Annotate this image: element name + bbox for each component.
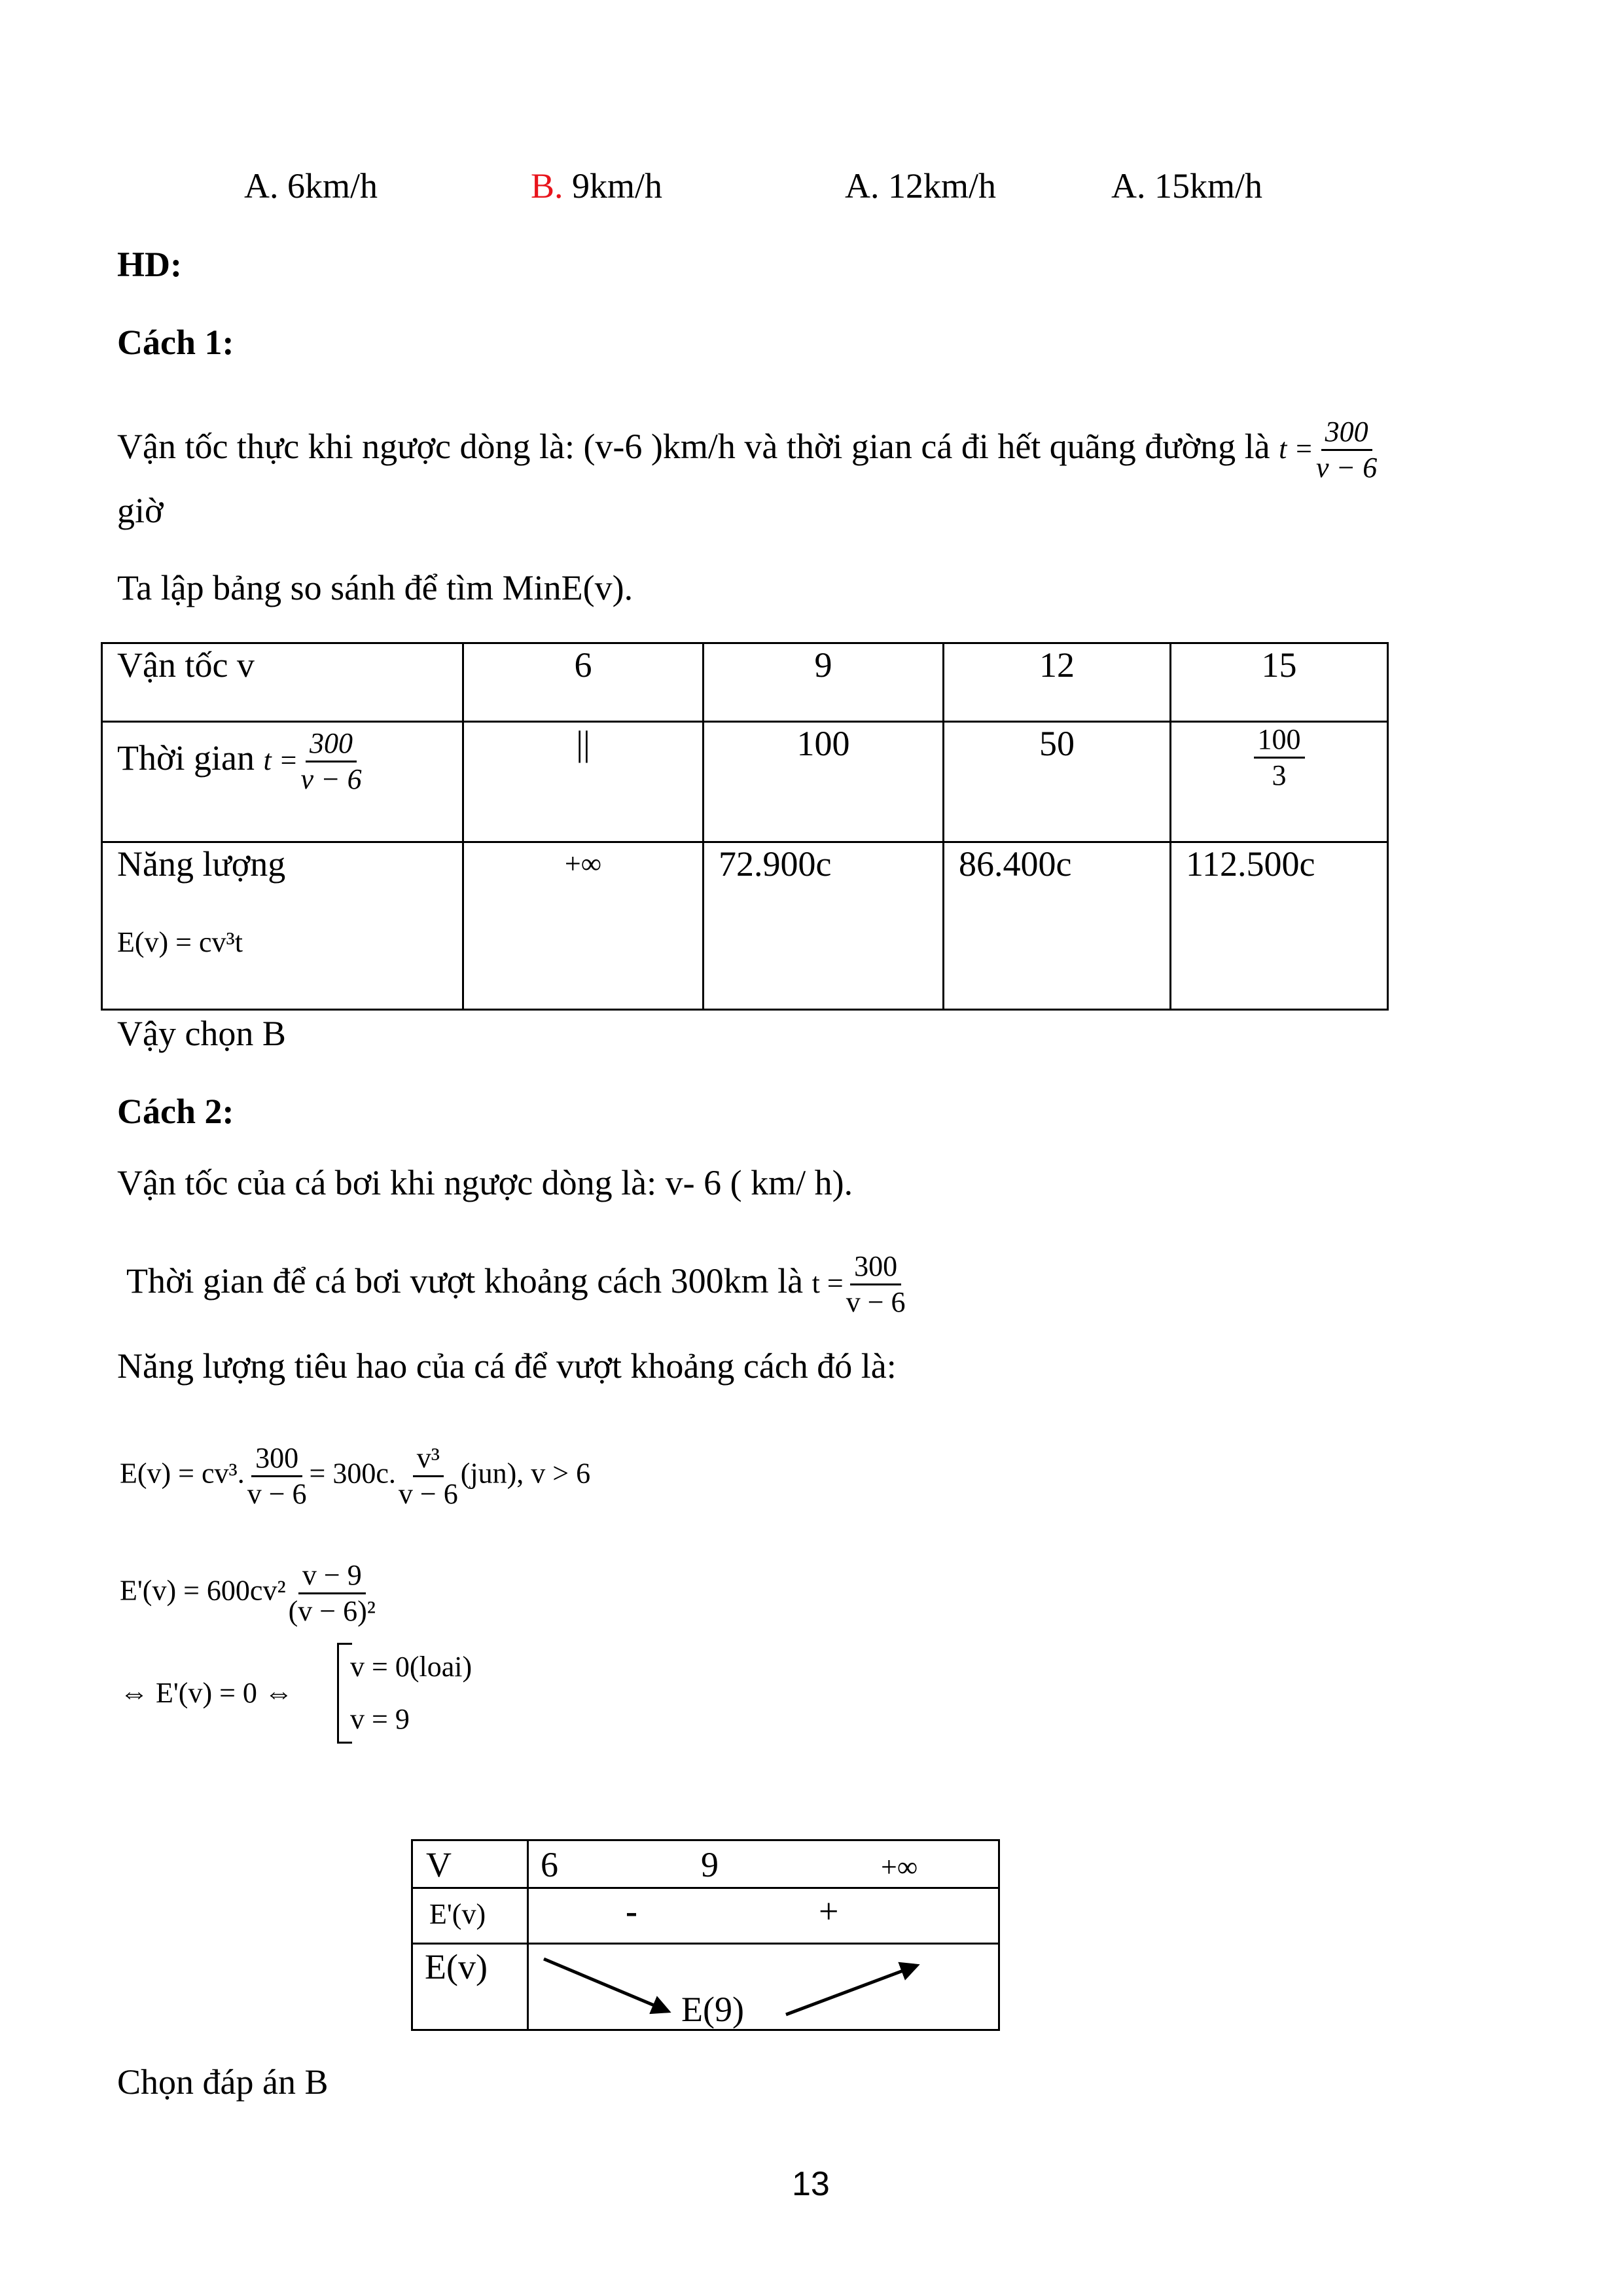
cach1-heading: Cách 1: <box>117 323 234 362</box>
cell: 15 <box>1171 643 1388 722</box>
cach2-line1: Vận tốc của cá bơi khi ngược dòng là: v- 6 ( km/ h). <box>117 1163 853 1202</box>
cach1-line1: Vận tốc thực khi ngược dòng là: (v-6 )km/h và thời gian cá đi hết quãng đường là t = $\frac{300}{v - 6}$ <box>117 416 1378 484</box>
table-row <box>102 722 1388 842</box>
comparison-table <box>101 642 1389 1011</box>
cell: 100 <box>704 722 944 842</box>
cell: 72.900c <box>704 842 944 1010</box>
derivative-equation: E'(v) = 600cv² $\frac{v - 9}{\text{(v − 6)²}}$ <box>120 1559 376 1627</box>
cach2-line3: Năng lượng tiêu hao của cá để vượt khoảng cách đó là: <box>117 1346 897 1386</box>
cell: 50 <box>944 722 1171 842</box>
row-label-derivative: E'(v) <box>429 1898 486 1930</box>
page-number: 13 <box>792 2165 830 2203</box>
cell: || <box>463 722 704 842</box>
sign-minus: - <box>626 1892 637 1931</box>
cell: 6 <box>463 643 704 722</box>
case-1: v = 0(loai) <box>350 1651 473 1683</box>
cach1-line3: Ta lập bảng so sánh để tìm MinE(v). <box>117 568 633 607</box>
cell: Thời gian t = $\frac{300}{v - 6}$ <box>102 722 463 842</box>
row-label-v: V <box>426 1845 452 1884</box>
cell: 86.400c <box>944 842 1171 1010</box>
cell: Vận tốc v <box>102 643 463 722</box>
v-value: +∞ <box>881 1851 918 1883</box>
critical-point-equation: ⇔ E'(v) = 0 ⇔ <box>120 1677 293 1709</box>
row-label-function: E(v) <box>425 1947 488 1986</box>
variation-arrows <box>413 1841 1002 2033</box>
cach2-conclusion: Chọn đáp án B <box>117 2062 329 2102</box>
cell: 9 <box>704 643 944 722</box>
cach2-heading: Cách 2: <box>117 1092 234 1131</box>
option-d: A. 15km/h <box>1111 166 1263 206</box>
cach2-line2: Thời gian để cá bơi vượt khoảng cách 300km là t = $\frac{300}{v - 6}$ <box>126 1250 906 1318</box>
option-b: B. 9km/h <box>531 166 663 206</box>
sign-plus: + <box>819 1892 839 1931</box>
v-value: 6 <box>541 1845 558 1884</box>
hd-heading: HD: <box>117 245 182 284</box>
minimum-value: E(9) <box>681 1990 744 2029</box>
v-value: 9 <box>701 1845 719 1884</box>
decreasing-arrow-icon <box>544 1959 668 2011</box>
variation-table <box>411 1839 1000 2031</box>
table-row <box>102 842 1388 1010</box>
cach1-line2: giờ <box>117 491 164 530</box>
cell: 112.500c <box>1171 842 1388 1010</box>
cach1-conclusion: Vậy chọn B <box>117 1014 286 1053</box>
option-a: A. 6km/h <box>244 166 378 206</box>
table-row <box>102 643 1388 722</box>
cell: $\frac{100}{3}$ <box>1171 722 1388 842</box>
cell: Năng lượng E(v) = cv³t <box>102 842 463 1010</box>
cell: +∞ <box>463 842 704 1010</box>
energy-equation: E(v) = cv³. $\frac{300}{v - 6}$ = 300c. $\frac{\text{v³}}{v - 6}$ (jun), v > 6 <box>120 1442 591 1510</box>
case-2: v = 9 <box>350 1703 410 1735</box>
cell: 12 <box>944 643 1171 722</box>
option-c: A. 12km/h <box>845 166 997 206</box>
increasing-arrow-icon <box>786 1965 917 2015</box>
